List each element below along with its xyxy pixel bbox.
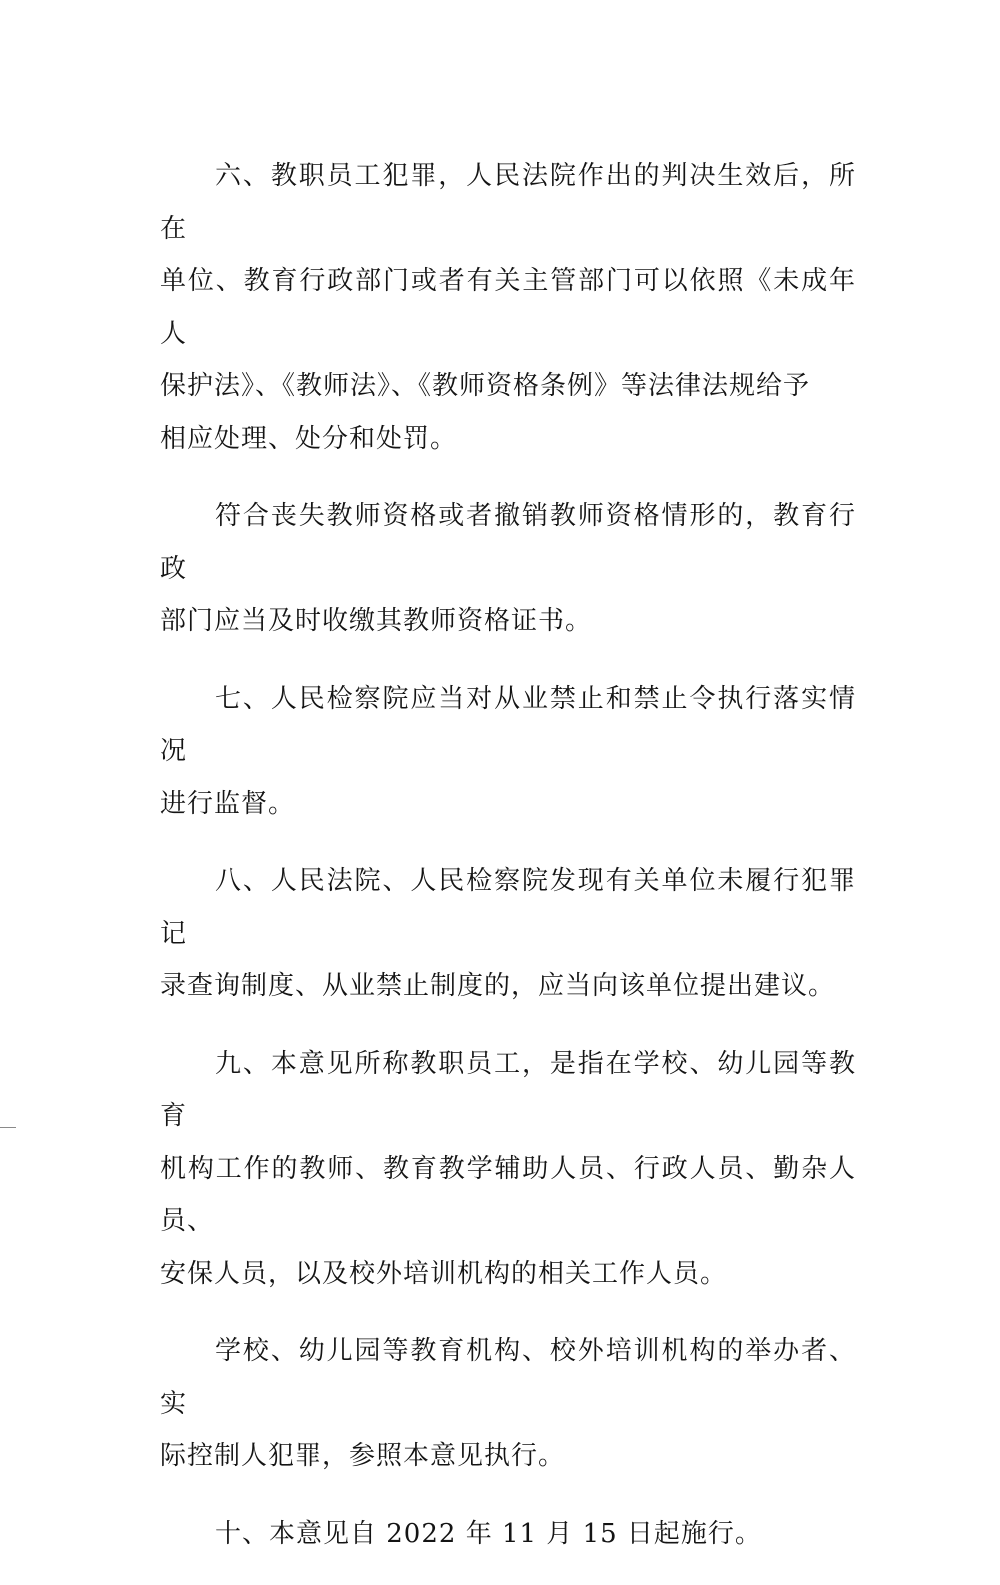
paragraph-article-10: 十、本意见自 2022 年 11 月 15 日起施行。 (215, 1518, 762, 1549)
paragraph-article-9: 九、本意见所称教职员工，是指在学校、幼儿园等教育 机构工作的教师、教育教学辅助人员、行政人员、勤杂人员、 安保人员，以及校外培训机构的相关工作人员。 (160, 1048, 856, 1289)
paragraph-article-8: 八、人民法院、人民检察院发现有关单位未履行犯罪记 录查询制度、从业禁止制度的，应当向该单位提出建议。 (160, 866, 856, 1001)
paragraph-article-6: 六、教职员工犯罪，人民法院作出的判决生效后，所在 单位、教育行政部门或者有关主管部门可以依照《未成年人 保护法》、《教师法》、《教师资格条例》等法律法规给予 相应处理、处分和处罚。 (160, 161, 856, 454)
paragraph-article-6-qualification: 符合丧失教师资格或者撤销教师资格情形的，教育行政 部门应当及时收缴其教师资格证书。 (160, 501, 856, 636)
paragraph-article-7: 七、人民检察院应当对从业禁止和禁止令执行落实情况 进行监督。 (160, 683, 856, 819)
paragraph-article-9-operators: 学校、幼儿园等教育机构、校外培训机构的举办者、实 际控制人犯罪，参照本意见执行。 (160, 1336, 856, 1471)
binding-edge-mark (0, 1127, 16, 1128)
document-body (160, 150, 856, 1585)
